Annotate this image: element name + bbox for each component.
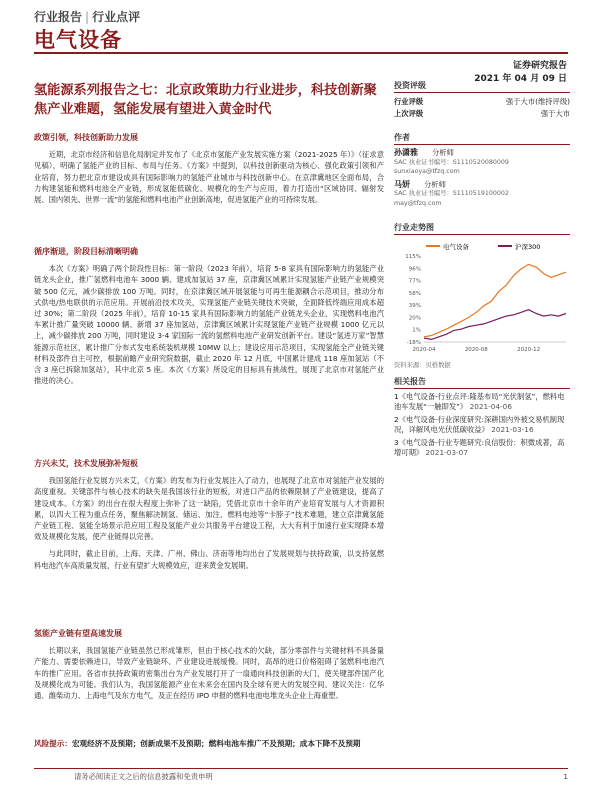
y-tick-label: 58% bbox=[408, 290, 421, 297]
section-paragraph: 与此同时，截止目前，上海、天津、广州、佛山、济南等地均出台了发展规划与扶持政策，以支持氢燃料电池汽车高质量发展，行业有望扩大规模效应，迎来黄金发展期。 bbox=[34, 549, 384, 570]
section-paragraph: 本次《方案》明确了两个阶段性目标：第一阶段（2023 年前），培育 5-8 家具有国际影响力的氢能产业链龙头企业，推广氢燃料电池车 3000 辆、建成加氢站 37 座，京津冀区域累计实现氢能产业链产业规模突破 500 亿元，减少碳排放 100 万吨。同时，在京津冀区域开展氢能与可再生能源耦合示范项目，推动分布式供电/热电联供的示范应用。开展前沿技术攻关，实现氢能产业链关键技术突破，全面降低终端应用成本超过 30%；第二阶段（2025 年前），培育 10-15 家具有国际影响力的氢能产业链龙头企业，实现燃料电池汽车累计推广量突破 10000 辆、新增 37 座加氢站，京津冀区域累计实现氢能产业链产业规模 1000 亿元以上，减少碳排放 200 万吨，同时建设 3-4 家国际一流的氢燃料电池产业研发创新平台。建设“氢进万家”智慧能源示范社区，累计推广分布式发电系统装机规模 10MW 以上；建设应用示范项目，实现氢能全产业链关键材料及部件自主可控，根据前瞻产业研究院数据，截止 2020 年 12 月底，中国累计建成 118 座加氢站（不含 3 座已拆除加氢站），其中北京 5 座。本次《方案》所设定的目标具有挑战性，展现了北京市对氢能产业推进的决心。 bbox=[34, 264, 384, 386]
risk-label: 风险提示： bbox=[34, 739, 72, 748]
section-2 bbox=[34, 246, 384, 386]
author-role: 分析师 bbox=[432, 148, 454, 157]
legend-label-electrical: 电气设备 bbox=[443, 243, 469, 251]
related-report[interactable] bbox=[394, 415, 570, 434]
y-tick-label: -18% bbox=[406, 340, 421, 346]
y-tick-label: 1% bbox=[412, 327, 421, 334]
section-heading: 方兴未艾，技术发展弥补短板 bbox=[34, 459, 138, 468]
report-date: 2021 年 04 月 09 日 bbox=[474, 74, 567, 84]
report-subcategory: 行业点评 bbox=[92, 10, 141, 24]
y-tick-label: 39% bbox=[408, 303, 421, 310]
industry-rating-row bbox=[394, 96, 570, 108]
author-card bbox=[394, 148, 570, 177]
section-heading: 循序渐进，阶段目标清晰明确 bbox=[34, 247, 138, 256]
related-report-date: 2021-04-06 bbox=[469, 401, 512, 411]
author-name: 孙潇雅 bbox=[394, 148, 418, 157]
report-category: 行业报告 bbox=[34, 10, 83, 24]
related-report-date: 2021-03-07 bbox=[425, 447, 468, 457]
risk-text: 宏观经济不及预期；创新成果不及预期；燃料电池车推广不及预期；成本下降不及预期 bbox=[71, 739, 361, 748]
section-1 bbox=[34, 132, 384, 205]
y-tick-label: 77% bbox=[408, 278, 421, 285]
related-block bbox=[394, 376, 570, 461]
rating-block bbox=[394, 80, 570, 120]
industry-rating-label: 行业评级 bbox=[394, 97, 424, 106]
chart-legend bbox=[426, 242, 540, 251]
y-tick-label: 20% bbox=[408, 315, 421, 322]
x-tick-label: 2020-08 bbox=[464, 347, 488, 353]
author-cert: SAC 执业证书编号：S1110519100002 bbox=[394, 190, 509, 197]
section-paragraph: 近期，北京市经济和信息化局制定并发布了《北京市氢能产业发展实施方案（2021-2025 年）》（征求意见稿），明确了氢能产业的目标、布局与任务。《方案》中提到，以科技创新驱动为核心、强化政策引领和产业培育，努力把北京市建设成具有国际影响力的氢能产业城市与科技创新中心。在京津冀地区全面布局，合力构建氢能和燃料电池全产业链，形成氢能低碳化、规模化的生产与应用，着力打造出“区域协同、辐射发展、国内领先、世界一流”的氢能和燃料电池产业创新高地，促进氢能产业的可持续发展。 bbox=[34, 150, 384, 205]
legend-label-hs300: 沪深300 bbox=[515, 243, 541, 251]
risk-warning bbox=[34, 738, 384, 749]
trend-chart-svg bbox=[394, 238, 570, 356]
chart-source: 资料来源：贝格数据 bbox=[394, 362, 451, 369]
section-paragraph: 长期以来，我国氢能产业链虽然已形成雏形，但由于核心技术的欠缺，部分零部件与关键材料不具备量产能力、需要依赖进口，导致产业链缺环、产业建设进展缓慢。同时，高昂的进口价格阻碍了氢燃料电池汽车的推广应用。各省市扶持政策的密集出台为产业发展打开了一扇通向科技创新的大门，使关键部件国产化及规模化成为可能。我们认为，我国氢能源产业在未来会在国内及全球有更大的发展空间。建议关注：亿华通、潍柴动力、上海电气及东方电气，及正在经历 IPO 申报的燃料电池电堆龙头企业上海重塑。 bbox=[34, 646, 384, 701]
author-role: 分析师 bbox=[424, 179, 446, 189]
report-category-bar: 行业报告 | 行业点评 bbox=[34, 10, 141, 24]
related-report-title[interactable]: 2《电气设备-行业深度研究:深耕国内外被交易机制现况，详解风电光伏低碳收益》 bbox=[394, 415, 565, 434]
series-line-electrical bbox=[424, 264, 566, 336]
section-3 bbox=[34, 458, 384, 571]
sector-name: 电气设备 bbox=[34, 28, 122, 52]
footer-divider bbox=[34, 768, 568, 769]
footer bbox=[34, 772, 568, 782]
author-card bbox=[394, 180, 570, 209]
related-report-date: 2021-03-16 bbox=[491, 424, 534, 434]
section-heading: 氢能产业链有望高速发展 bbox=[34, 629, 122, 638]
rating-title: 投资评级 bbox=[394, 80, 570, 93]
trend-title: 行业走势图 bbox=[394, 222, 570, 235]
related-report-title[interactable]: 3《电气设备-行业专题研究:良信股份：积微成著，高增可期》 bbox=[394, 438, 565, 457]
series-line-hs300 bbox=[424, 310, 566, 340]
section-4 bbox=[34, 628, 384, 701]
related-title: 相关报告 bbox=[394, 376, 570, 389]
author-name: 马妍 bbox=[394, 179, 410, 189]
related-report-title[interactable]: 1《电气设备-行业点评:隆基布局“光伏制氢”，燃料电池车发展“一触即发”》 bbox=[394, 392, 565, 411]
related-report[interactable] bbox=[394, 438, 570, 457]
author-email[interactable]: may@tfzq.com bbox=[394, 199, 442, 207]
section-heading: 政策引领，科技创新助力发展 bbox=[34, 133, 138, 142]
header-divider bbox=[34, 52, 568, 54]
trend-chart bbox=[394, 238, 570, 388]
trend-block bbox=[394, 222, 570, 388]
report-type: 证券研究报告 bbox=[512, 61, 567, 71]
prev-rating-value: 强于大市 bbox=[540, 109, 570, 118]
y-tick-label: 115% bbox=[405, 254, 421, 260]
page-number: 1 bbox=[563, 772, 568, 781]
prev-rating-row bbox=[394, 108, 570, 120]
authors-block bbox=[394, 132, 570, 211]
disclaimer-note: 请务必阅读正文之后的信息披露和免责申明 bbox=[74, 772, 213, 781]
related-report[interactable] bbox=[394, 392, 570, 411]
section-paragraph: 我国氢能行业发展方兴未艾，《方案》的发布为行业发展注入了动力，也展现了北京市对氢能产业发展的高度重视。关键部件与核心技术的缺失是我国该行业的短板，对进口产品的依赖限制了产业链建设，提高了建设成本。《方案》的出台在很大程度上弥补了这一缺陷，凭借北京市十余年的产业培育发展与人才资源积累，以四大工程为重点任务，聚焦解决制氢、储运、加注、燃料电池等“卡脖子”技术难题，建立京津冀氢能产业链工程、氢能全场景示范应用工程及氢能产业公共服务平台建设工程，大大有利于加速行业实现降本增效及规模化发展，使产业链得以完善。 bbox=[34, 476, 384, 542]
x-tick-label: 2020-04 bbox=[412, 347, 436, 353]
y-tick-label: 96% bbox=[408, 266, 421, 273]
report-title: 氢能源系列报告之七：北京政策助力行业进步，科技创新聚焦产业难题，氢能发展有望进入黄金时代 bbox=[34, 83, 377, 117]
author-email[interactable]: sunxiaoya@tfzq.com bbox=[394, 168, 460, 175]
authors-title: 作者 bbox=[394, 132, 570, 145]
prev-rating-label: 上次评级 bbox=[394, 109, 424, 118]
author-cert: SAC 执业证书编号：S1110520080009 bbox=[394, 158, 509, 166]
industry-rating-value: 强于大市(维持评级) bbox=[505, 97, 570, 106]
x-tick-label: 2020-12 bbox=[517, 347, 541, 353]
